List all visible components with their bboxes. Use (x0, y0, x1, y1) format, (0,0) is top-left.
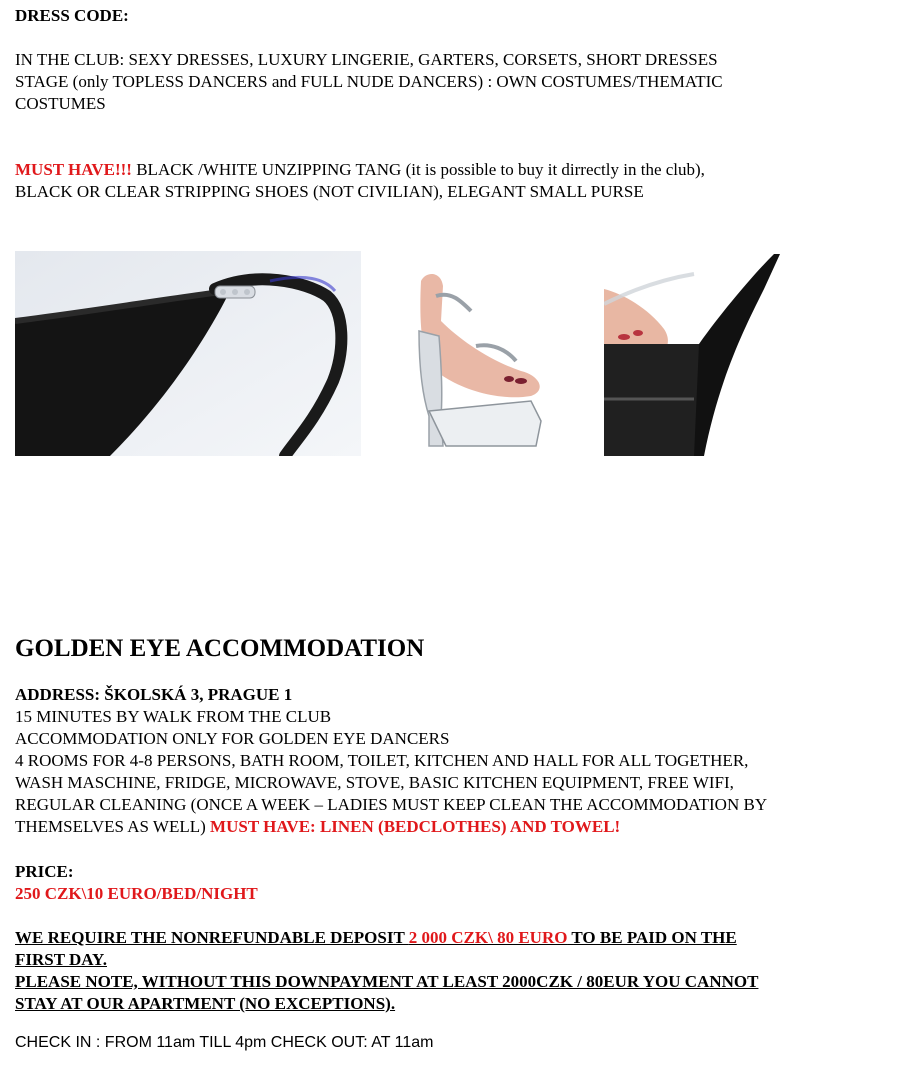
black-platform-shoe-photo (604, 249, 780, 456)
deposit-line-1 (15, 927, 737, 949)
stage-line-2: COSTUMES (15, 94, 106, 113)
checkin-line: CHECK IN : FROM 11am TILL 4pm CHECK OUT: AT 11am (15, 1034, 434, 1051)
deposit-text-a: WE REQUIRE THE NONREFUNDABLE DEPOSIT (15, 928, 409, 947)
note-line-1: PLEASE NOTE, WITHOUT THIS DOWNPAYMENT AT LEAST 2000CZK / 80EUR YOU CANNOT (15, 972, 759, 991)
rooms-line-2: WASH MASCHINE, FRIDGE, MICROWAVE, STOVE, BASIC KITCHEN EQUIPMENT, FREE WIFI, (15, 773, 734, 792)
rooms-line-4-text: THEMSELVES AS WELL) (15, 817, 211, 836)
walk-line: 15 MINUTES BY WALK FROM THE CLUB (15, 707, 332, 726)
must-have-linen: MUST HAVE: LINEN (BEDCLOTHES) AND TOWEL! (210, 817, 621, 836)
club-dress-line: IN THE CLUB: SEXY DRESSES, LUXURY LINGERIE, GARTERS, CORSETS, SHORT DRESSES (15, 50, 718, 69)
note-line-2: STAY AT OUR APARTMENT (NO EXCEPTIONS). (15, 994, 396, 1013)
rooms-line-1: 4 ROOMS FOR 4-8 PERSONS, BATH ROOM, TOILET, KITCHEN AND HALL FOR ALL TOGETHER, (15, 751, 749, 770)
price-label: PRICE: (15, 862, 74, 881)
rooms-line-4 (15, 816, 620, 838)
dress-code-title: DRESS CODE: (15, 6, 129, 25)
stage-line-1: STAGE (only TOPLESS DANCERS and FULL NUDE DANCERS) : OWN COSTUMES/THEMATIC (15, 72, 723, 91)
black-thong-photo (15, 251, 361, 456)
must-have-line-1 (15, 159, 705, 181)
deposit-text-b: TO BE PAID ON THE (567, 928, 737, 947)
deposit-amount: 2 000 CZK\ 80 EURO (408, 928, 568, 947)
accommodation-title: GOLDEN EYE ACCOMMODATION (15, 635, 425, 662)
address-line: ADDRESS: ŠKOLSKÁ 3, PRAGUE 1 (15, 685, 293, 704)
only-for-line: ACCOMMODATION ONLY FOR GOLDEN EYE DANCERS (15, 729, 450, 748)
price-value: 250 CZK\10 EURO/BED/NIGHT (15, 884, 258, 903)
must-have-label: MUST HAVE!!! (15, 160, 132, 179)
must-have-text-1: BLACK /WHITE UNZIPPING TANG (it is possible to buy it dirrectly in the club), (131, 160, 705, 179)
deposit-line-2: FIRST DAY. (15, 950, 107, 969)
clear-heel-shoe-photo (381, 251, 552, 456)
rooms-line-3: REGULAR CLEANING (ONCE A WEEK – LADIES MUST KEEP CLEAN THE ACCOMMODATION BY (15, 795, 768, 814)
must-have-line-2: BLACK OR CLEAR STRIPPING SHOES (NOT CIVILIAN), ELEGANT SMALL PURSE (15, 182, 644, 201)
